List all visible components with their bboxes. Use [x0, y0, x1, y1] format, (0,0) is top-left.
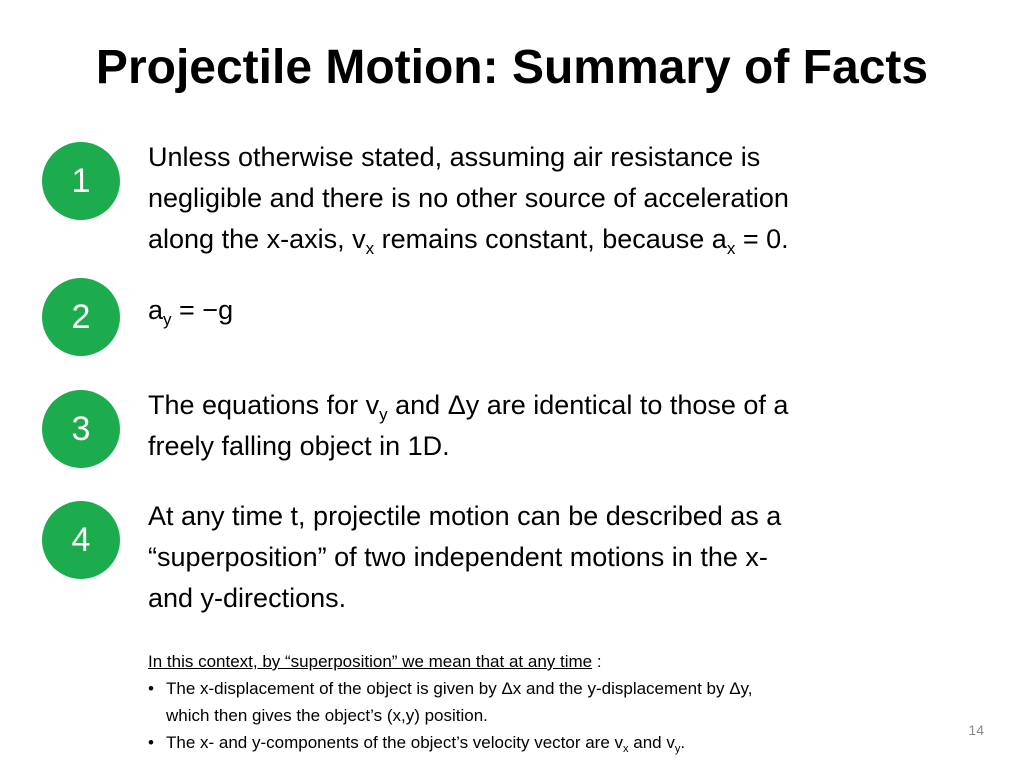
fact-3-line	[148, 385, 918, 426]
subscript-x: x	[623, 743, 629, 755]
fact-3-text	[148, 385, 918, 467]
fact-1-line: negligible and there is no other source of acceleration	[148, 183, 789, 213]
note-heading-line	[148, 648, 908, 675]
subscript-y: y	[674, 743, 681, 755]
fact-1-line: Unless otherwise stated, assuming air resistance is	[148, 142, 761, 172]
bullet-icon: •	[148, 679, 154, 698]
fact-1-text-run: along the x-axis, v	[148, 224, 366, 254]
subscript-x: x	[726, 239, 736, 258]
subscript-x: x	[365, 239, 375, 258]
note-heading: In this context, by “superposition” we mean that at any time	[148, 652, 593, 671]
fact-2-number-badge: 2	[42, 278, 120, 356]
note-bullet-line	[166, 729, 908, 756]
note-bullet-item	[148, 729, 908, 756]
fact-3-text-run: and Δy are identical to those of a	[387, 390, 789, 420]
note-text-run: and v	[628, 733, 675, 752]
slide-page-number: 14	[968, 722, 984, 738]
fact-4-text	[148, 496, 918, 619]
fact-3-line: freely falling object in 1D.	[148, 431, 450, 461]
note-text-run: .	[680, 733, 686, 752]
fact-3-number-badge: 3	[42, 390, 120, 468]
fact-1-number-badge: 1	[42, 142, 120, 220]
slide-title: Projectile Motion: Summary of Facts	[95, 41, 929, 94]
fact-4-line: At any time t, projectile motion can be described as a	[148, 501, 782, 531]
subscript-y: y	[163, 310, 172, 329]
fact-2-text	[148, 290, 918, 331]
fact-4-line: and y-directions.	[148, 583, 347, 613]
fact-1-text-run: remains constant, because a	[374, 224, 727, 254]
fact-2-line	[148, 290, 918, 331]
subscript-y: y	[379, 405, 388, 424]
fact-1-line	[148, 219, 918, 260]
fact-2-text-run: a	[148, 295, 164, 325]
superposition-note	[148, 648, 908, 756]
bullet-icon: •	[148, 733, 154, 752]
fact-4-line: “superposition” of two independent motions in the x-	[148, 542, 768, 572]
fact-4-number-badge: 4	[42, 501, 120, 579]
fact-3-text-run: The equations for v	[148, 390, 380, 420]
note-text-run: The x- and y-components of the object’s velocity vector are v	[166, 733, 624, 752]
note-bullet-list	[148, 675, 908, 756]
fact-1-text-run: = 0.	[735, 224, 789, 254]
fact-2-text-run: = −g	[171, 295, 234, 325]
note-bullet-item	[148, 675, 908, 729]
fact-1-text	[148, 137, 918, 260]
note-bullet-line: which then gives the object’s (x,y) position.	[166, 706, 488, 725]
note-heading-suffix: :	[592, 652, 602, 671]
note-bullet-line: The x-displacement of the object is given by Δx and the y-displacement by Δy,	[166, 679, 753, 698]
